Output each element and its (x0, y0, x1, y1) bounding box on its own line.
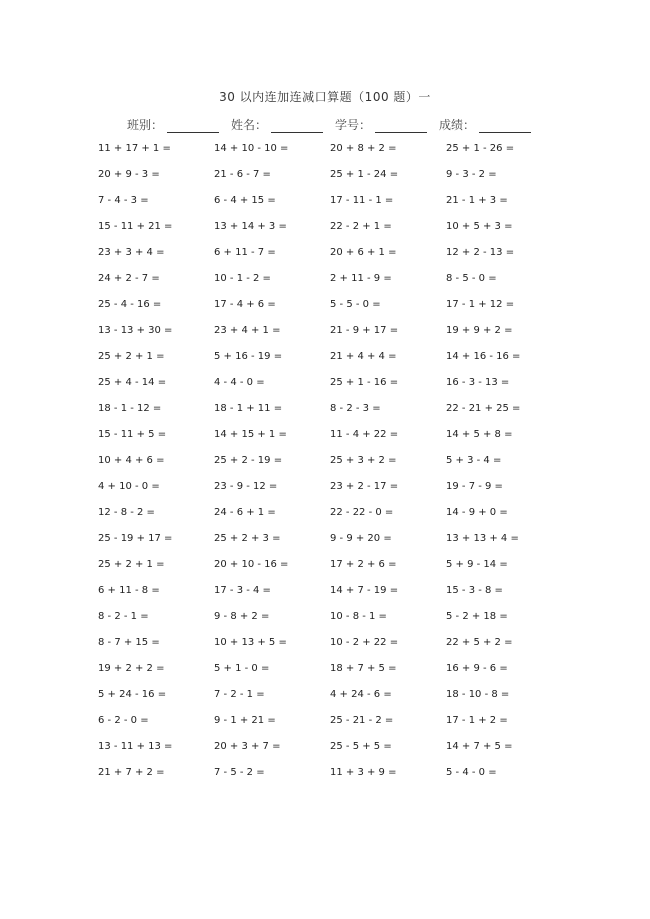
problem-item: 25 + 1 - 26 = (446, 143, 515, 154)
problem-item: 17 - 4 + 6 = (214, 299, 276, 310)
problem-item: 13 + 13 + 4 = (446, 533, 519, 544)
problem-item: 21 - 6 - 7 = (214, 169, 271, 180)
problem-item: 19 + 2 + 2 = (98, 663, 165, 674)
problem-item: 24 - 6 + 1 = (214, 507, 276, 518)
problem-item: 24 + 2 - 7 = (98, 273, 160, 284)
problem-item: 25 + 2 + 1 = (98, 559, 165, 570)
problem-item: 21 + 7 + 2 = (98, 767, 165, 778)
problem-item: 14 - 9 + 0 = (446, 507, 508, 518)
problem-item: 2 + 11 - 9 = (330, 273, 392, 284)
problem-item: 10 + 4 + 6 = (98, 455, 165, 466)
problem-item: 25 + 1 - 16 = (330, 377, 399, 388)
problem-item: 25 + 3 + 2 = (330, 455, 397, 466)
problem-item: 7 - 5 - 2 = (214, 767, 265, 778)
problem-item: 20 + 10 - 16 = (214, 559, 289, 570)
problem-item: 23 + 2 - 17 = (330, 481, 399, 492)
problem-item: 8 - 5 - 0 = (446, 273, 497, 284)
problem-item: 6 - 2 - 0 = (98, 715, 149, 726)
problem-item: 8 - 2 - 1 = (98, 611, 149, 622)
problem-item: 22 - 21 + 25 = (446, 403, 521, 414)
problem-item: 20 + 3 + 7 = (214, 741, 281, 752)
problem-item: 17 - 1 + 2 = (446, 715, 508, 726)
id-label: 学号： (335, 118, 372, 132)
problem-item: 11 + 17 + 1 = (98, 143, 171, 154)
id-field (335, 116, 427, 133)
score-blank (479, 120, 531, 133)
id-blank (375, 120, 427, 133)
problem-item: 18 - 10 - 8 = (446, 689, 510, 700)
problem-item: 10 + 5 + 3 = (446, 221, 513, 232)
problem-item: 9 - 3 - 2 = (446, 169, 497, 180)
problem-item: 8 - 2 - 3 = (330, 403, 381, 414)
problem-item: 16 + 9 - 6 = (446, 663, 508, 674)
problem-item: 5 - 2 + 18 = (446, 611, 508, 622)
problem-item: 13 + 14 + 3 = (214, 221, 287, 232)
problem-item: 4 + 24 - 6 = (330, 689, 392, 700)
problem-item: 10 - 8 - 1 = (330, 611, 387, 622)
score-field (439, 116, 531, 133)
problem-item: 25 + 1 - 24 = (330, 169, 399, 180)
problem-item: 11 + 3 + 9 = (330, 767, 397, 778)
problem-item: 17 - 11 - 1 = (330, 195, 394, 206)
problem-item: 9 - 9 + 20 = (330, 533, 392, 544)
problem-item: 5 + 3 - 4 = (446, 455, 502, 466)
problem-item: 19 - 7 - 9 = (446, 481, 503, 492)
problem-item: 14 + 7 - 19 = (330, 585, 399, 596)
problem-item: 10 + 13 + 5 = (214, 637, 287, 648)
problem-item: 8 - 7 + 15 = (98, 637, 160, 648)
problem-item: 9 - 8 + 2 = (214, 611, 270, 622)
problem-item: 25 - 4 - 16 = (98, 299, 162, 310)
problem-item: 12 - 8 - 2 = (98, 507, 155, 518)
problem-item: 7 - 2 - 1 = (214, 689, 265, 700)
problem-item: 6 + 11 - 7 = (214, 247, 276, 258)
score-label: 成绩： (439, 118, 476, 132)
problem-item: 23 + 3 + 4 = (98, 247, 165, 258)
problem-item: 22 - 22 - 0 = (330, 507, 394, 518)
problem-item: 13 - 13 + 30 = (98, 325, 173, 336)
problem-item: 21 + 4 + 4 = (330, 351, 397, 362)
worksheet-title: 30 以内连加连减口算题（100 题）一 (219, 90, 431, 104)
problem-item: 21 - 1 + 3 = (446, 195, 508, 206)
problem-item: 25 - 5 + 5 = (330, 741, 392, 752)
problem-item: 20 + 9 - 3 = (98, 169, 160, 180)
problem-item: 25 + 2 + 1 = (98, 351, 165, 362)
problem-item: 18 + 7 + 5 = (330, 663, 397, 674)
problem-item: 16 - 3 - 13 = (446, 377, 510, 388)
problem-item: 13 - 11 + 13 = (98, 741, 173, 752)
problem-item: 17 - 1 + 12 = (446, 299, 515, 310)
problem-item: 9 - 1 + 21 = (214, 715, 276, 726)
problem-item: 25 + 4 - 14 = (98, 377, 167, 388)
problem-item: 5 + 24 - 16 = (98, 689, 167, 700)
problem-item: 5 + 1 - 0 = (214, 663, 270, 674)
problem-item: 5 - 4 - 0 = (446, 767, 497, 778)
problem-item: 25 - 21 - 2 = (330, 715, 394, 726)
problem-item: 6 + 11 - 8 = (98, 585, 160, 596)
problem-item: 22 + 5 + 2 = (446, 637, 513, 648)
problem-item: 20 + 8 + 2 = (330, 143, 397, 154)
problem-item: 5 + 16 - 19 = (214, 351, 283, 362)
problem-item: 19 + 9 + 2 = (446, 325, 513, 336)
problem-item: 10 - 2 + 22 = (330, 637, 399, 648)
problem-item: 5 - 5 - 0 = (330, 299, 381, 310)
name-field (231, 116, 323, 133)
problem-grid (98, 142, 562, 792)
class-field (127, 116, 219, 133)
name-blank (271, 120, 323, 133)
problem-item: 21 - 9 + 17 = (330, 325, 399, 336)
problem-item: 22 - 2 + 1 = (330, 221, 392, 232)
problem-item: 15 - 11 + 5 = (98, 429, 167, 440)
problem-item: 5 + 9 - 14 = (446, 559, 508, 570)
problem-item: 6 - 4 + 15 = (214, 195, 276, 206)
problem-item: 7 - 4 - 3 = (98, 195, 149, 206)
problem-item: 15 - 11 + 21 = (98, 221, 173, 232)
problem-item: 17 + 2 + 6 = (330, 559, 397, 570)
problem-item: 15 - 3 - 8 = (446, 585, 503, 596)
student-info-row (127, 116, 547, 133)
problem-item: 4 - 4 - 0 = (214, 377, 265, 388)
problem-item: 18 - 1 - 12 = (98, 403, 162, 414)
problem-item: 14 + 5 + 8 = (446, 429, 513, 440)
problem-item: 17 - 3 - 4 = (214, 585, 271, 596)
problem-item: 18 - 1 + 11 = (214, 403, 283, 414)
class-blank (167, 120, 219, 133)
problem-item: 25 - 19 + 17 = (98, 533, 173, 544)
problem-item: 25 + 2 + 3 = (214, 533, 281, 544)
problem-item: 20 + 6 + 1 = (330, 247, 397, 258)
problem-item: 14 + 15 + 1 = (214, 429, 287, 440)
problem-item: 25 + 2 - 19 = (214, 455, 283, 466)
problem-item: 11 - 4 + 22 = (330, 429, 399, 440)
problem-item: 4 + 10 - 0 = (98, 481, 160, 492)
class-label: 班别： (127, 118, 164, 132)
problem-item: 23 - 9 - 12 = (214, 481, 278, 492)
problem-item: 14 + 7 + 5 = (446, 741, 513, 752)
problem-item: 12 + 2 - 13 = (446, 247, 515, 258)
problem-item: 14 + 10 - 10 = (214, 143, 289, 154)
problem-item: 14 + 16 - 16 = (446, 351, 521, 362)
problem-item: 10 - 1 - 2 = (214, 273, 271, 284)
problem-item: 23 + 4 + 1 = (214, 325, 281, 336)
name-label: 姓名： (231, 118, 268, 132)
